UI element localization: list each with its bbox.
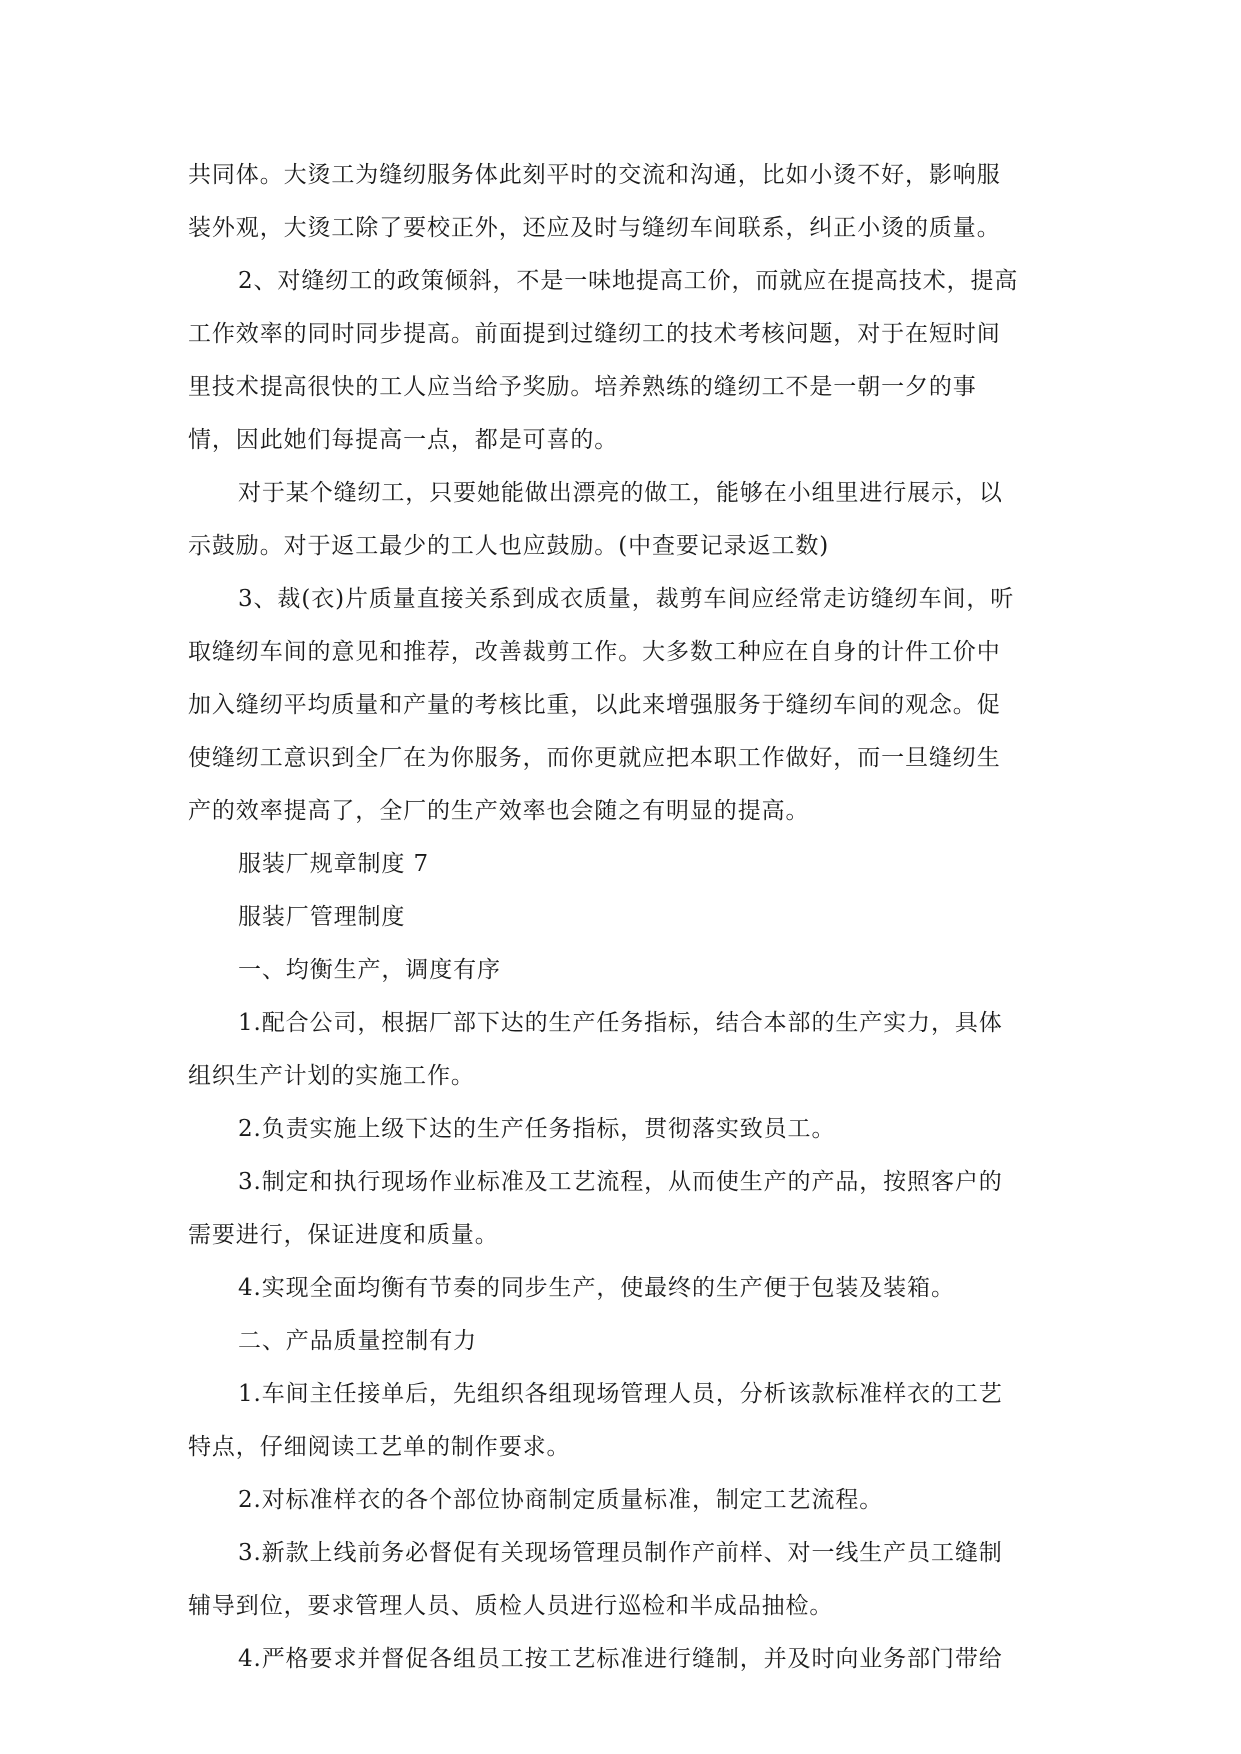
text-line: 组织生产计划的实施工作。 bbox=[188, 1063, 475, 1089]
section-heading: 服装厂规章制度 7 bbox=[238, 851, 430, 877]
text-line: 1.配合公司，根据厂部下达的生产任务指标，结合本部的生产实力，具体 bbox=[238, 1010, 1003, 1036]
text-line: 加入缝纫平均质量和产量的考核比重，以此来增强服务于缝纫车间的观念。促 bbox=[188, 692, 1001, 718]
text-line: 对于某个缝纫工，只要她能做出漂亮的做工，能够在小组里进行展示，以 bbox=[238, 480, 1003, 506]
section-heading: 服装厂管理制度 bbox=[238, 904, 406, 930]
text-line: 特点，仔细阅读工艺单的制作要求。 bbox=[188, 1434, 571, 1460]
text-line: 使缝纫工意识到全厂在为你服务，而你更就应把本职工作做好，而一旦缝纫生 bbox=[188, 745, 1001, 771]
text-line: 1.车间主任接单后，先组织各组现场管理人员，分析该款标准样衣的工艺 bbox=[238, 1381, 1003, 1407]
text-line: 装外观，大烫工除了要校正外，还应及时与缝纫车间联系，纠正小烫的质量。 bbox=[188, 215, 1001, 241]
section-heading: 一、均衡生产，调度有序 bbox=[238, 957, 501, 983]
text-line: 3.制定和执行现场作业标准及工艺流程，从而使生产的产品，按照客户的 bbox=[238, 1169, 1003, 1195]
text-line: 4.实现全面均衡有节奏的同步生产，使最终的生产便于包装及装箱。 bbox=[238, 1275, 955, 1301]
text-line: 工作效率的同时同步提高。前面提到过缝纫工的技术考核问题，对于在短时间 bbox=[188, 321, 1001, 347]
text-line: 2.对标准样衣的各个部位协商制定质量标准，制定工艺流程。 bbox=[238, 1487, 884, 1513]
text-line: 里技术提高很快的工人应当给予奖励。培养熟练的缝纫工不是一朝一夕的事 bbox=[188, 374, 977, 400]
text-line: 4.严格要求并督促各组员工按工艺标准进行缝制，并及时向业务部门带给 bbox=[238, 1646, 1003, 1672]
text-line: 情，因此她们每提高一点，都是可喜的。 bbox=[188, 427, 619, 453]
text-line: 3.新款上线前务必督促有关现场管理员制作产前样、对一线生产员工缝制 bbox=[238, 1540, 1003, 1566]
text-line: 取缝纫车间的意见和推荐，改善裁剪工作。大多数工种应在自身的计件工价中 bbox=[188, 639, 1001, 665]
text-line: 2.负责实施上级下达的生产任务指标，贯彻落实致员工。 bbox=[238, 1116, 836, 1142]
text-line: 产的效率提高了，全厂的生产效率也会随之有明显的提高。 bbox=[188, 798, 810, 824]
text-line: 2、对缝纫工的政策倾斜，不是一味地提高工价，而就应在提高技术，提高 bbox=[238, 268, 1019, 294]
text-line: 3、裁(衣)片质量直接关系到成衣质量，裁剪车间应经常走访缝纫车间，听 bbox=[238, 586, 1015, 612]
text-line: 共同体。大烫工为缝纫服务体此刻平时的交流和沟通，比如小烫不好，影响服 bbox=[188, 162, 1001, 188]
text-line: 需要进行，保证进度和质量。 bbox=[188, 1222, 499, 1248]
section-heading: 二、产品质量控制有力 bbox=[238, 1328, 477, 1354]
text-line: 辅导到位，要求管理人员、质检人员进行巡检和半成品抽检。 bbox=[188, 1593, 834, 1619]
text-line: 示鼓励。对于返工最少的工人也应鼓励。(中查要记录返工数) bbox=[188, 533, 830, 559]
